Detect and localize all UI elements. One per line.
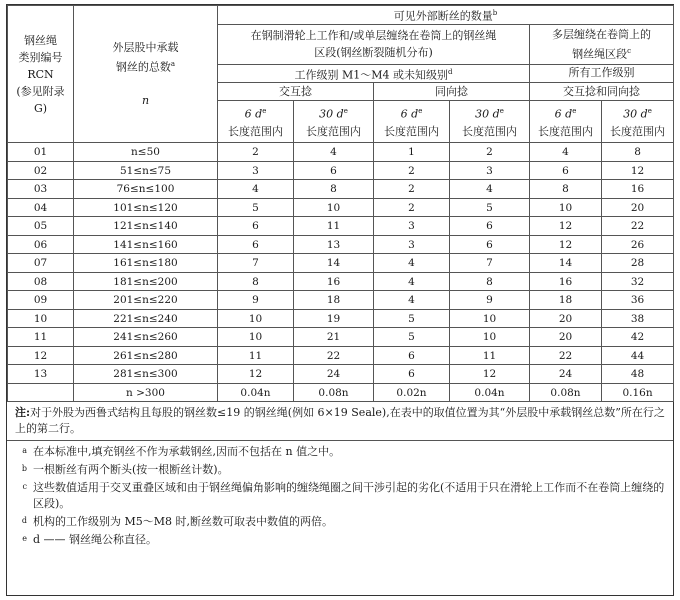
- cell-break-count: 11: [294, 217, 374, 236]
- table-row: [8, 254, 674, 273]
- cell-break-count: 5: [450, 198, 530, 217]
- cell-break-count: 10: [218, 309, 294, 328]
- header-visible-breaks: 可见外部断丝的数量$^b$: [218, 6, 674, 25]
- cell-rcn: 07: [8, 254, 74, 273]
- cell-wire-range: 76≤n≤100: [74, 180, 218, 199]
- cell-break-count: 3: [374, 217, 450, 236]
- cell-break-count: 7: [218, 254, 294, 273]
- cell-break-count: 2: [218, 143, 294, 162]
- cell-wire-range: 241≤n≤260: [74, 328, 218, 347]
- cell-rcn: 04: [8, 198, 74, 217]
- cell-break-count: 22: [294, 346, 374, 365]
- table-row: [8, 272, 674, 291]
- table-row: [8, 143, 674, 162]
- cell-break-count: 0.04n: [218, 383, 294, 402]
- cell-break-count: 6: [450, 235, 530, 254]
- header-len-30d: 30 $d^e$ 长度范围内: [450, 101, 530, 143]
- cell-rcn: 06: [8, 235, 74, 254]
- cell-break-count: 2: [374, 161, 450, 180]
- header-len-6d: 6 $d^e$ 长度范围内: [530, 101, 602, 143]
- cell-break-count: 11: [450, 346, 530, 365]
- cell-break-count: 14: [294, 254, 374, 273]
- cell-break-count: 22: [602, 217, 674, 236]
- cell-break-count: 3: [218, 161, 294, 180]
- cell-break-count: 8: [450, 272, 530, 291]
- cell-wire-range: 141≤n≤160: [74, 235, 218, 254]
- cell-break-count: 44: [602, 346, 674, 365]
- cell-break-count: 36: [602, 291, 674, 310]
- cell-break-count: 4: [374, 291, 450, 310]
- cell-rcn: 11: [8, 328, 74, 347]
- header-lay-both: 交互捻和同向捻: [530, 83, 674, 101]
- cell-break-count: 12: [602, 161, 674, 180]
- cell-wire-range: 281≤n≤300: [74, 365, 218, 384]
- cell-break-count: 4: [450, 180, 530, 199]
- cell-break-count: 20: [602, 198, 674, 217]
- table-row: [8, 346, 674, 365]
- cell-wire-range: n >300: [74, 383, 218, 402]
- cell-break-count: 12: [530, 217, 602, 236]
- cell-break-count: 4: [374, 272, 450, 291]
- cell-break-count: 42: [602, 328, 674, 347]
- header-grade-all: 所有工作级别: [530, 64, 674, 83]
- cell-wire-range: n≤50: [74, 143, 218, 162]
- cell-break-count: 20: [530, 328, 602, 347]
- cell-break-count: 0.02n: [374, 383, 450, 402]
- footnote-text: d —— 钢丝绳公称直径。: [33, 533, 158, 547]
- cell-rcn: 10: [8, 309, 74, 328]
- footnote-mark: a: [22, 446, 27, 456]
- cell-break-count: 24: [294, 365, 374, 384]
- cell-wire-range: 221≤n≤240: [74, 309, 218, 328]
- table-row: [8, 291, 674, 310]
- footnote-item: [15, 514, 665, 530]
- header-len-6d: 6 $d^e$ 长度范围内: [218, 101, 294, 143]
- table-row: [8, 309, 674, 328]
- table-row: [8, 365, 674, 384]
- cell-break-count: 2: [374, 180, 450, 199]
- header-category: 钢丝绳 类别编号 RCN (参见附录 G): [8, 6, 74, 143]
- cell-wire-range: 161≤n≤180: [74, 254, 218, 273]
- cell-rcn: 01: [8, 143, 74, 162]
- cell-break-count: 5: [374, 309, 450, 328]
- table-row: [8, 217, 674, 236]
- cell-break-count: 4: [218, 180, 294, 199]
- cell-break-count: 5: [374, 328, 450, 347]
- cell-break-count: 16: [530, 272, 602, 291]
- header-len-30d: 30 $d^e$ 长度范围内: [602, 101, 674, 143]
- cell-wire-range: 181≤n≤200: [74, 272, 218, 291]
- footnote-item: [15, 532, 665, 548]
- cell-rcn: 03: [8, 180, 74, 199]
- cell-break-count: 0.08n: [530, 383, 602, 402]
- cell-break-count: 6: [450, 217, 530, 236]
- header-len-6d: 6 $d^e$ 长度范围内: [374, 101, 450, 143]
- footnote-text: 在本标准中,填充钢丝不作为承载钢丝,因而不包括在 n 值之中。: [33, 445, 341, 459]
- footnote-mark: c: [22, 482, 27, 492]
- footnote-item: [15, 444, 665, 460]
- header-lay-lang: 同向捻: [374, 83, 530, 101]
- cell-break-count: 3: [450, 161, 530, 180]
- footnote-item: [15, 480, 665, 512]
- table-row: [8, 383, 674, 402]
- table-row: [8, 161, 674, 180]
- footnotes: [15, 444, 665, 548]
- header-section-drum: 多层缠绕在卷筒上的 钢丝绳区段$^c$: [530, 24, 674, 64]
- cell-break-count: 5: [218, 198, 294, 217]
- cell-rcn: 13: [8, 365, 74, 384]
- cell-break-count: 0.08n: [294, 383, 374, 402]
- cell-break-count: 13: [294, 235, 374, 254]
- cell-break-count: 11: [218, 346, 294, 365]
- footnote-mark: d: [21, 516, 27, 526]
- cell-break-count: 6: [374, 365, 450, 384]
- cell-break-count: 16: [294, 272, 374, 291]
- cell-break-count: 2: [374, 198, 450, 217]
- footnote-text: 这些数值适用于交叉重叠区域和由于钢丝绳偏角影响的缠绕绳圈之间干涉引起的劣化(不适用于只在滑轮上工作而不在卷筒上缠绕的区段)。: [33, 481, 665, 511]
- cell-break-count: 48: [602, 365, 674, 384]
- cell-break-count: 7: [450, 254, 530, 273]
- header-len-30d: 30 $d^e$ 长度范围内: [294, 101, 374, 143]
- cell-break-count: 22: [530, 346, 602, 365]
- header-lay-regular: 交互捻: [218, 83, 374, 101]
- cell-break-count: 2: [450, 143, 530, 162]
- cell-break-count: 38: [602, 309, 674, 328]
- cell-break-count: 10: [294, 198, 374, 217]
- cell-rcn: 08: [8, 272, 74, 291]
- notes-section: [7, 402, 673, 548]
- cell-break-count: 8: [218, 272, 294, 291]
- table-row: [8, 180, 674, 199]
- cell-break-count: 18: [294, 291, 374, 310]
- footnote-item: [15, 462, 665, 478]
- cell-break-count: 9: [450, 291, 530, 310]
- cell-break-count: 0.16n: [602, 383, 674, 402]
- table-row: [8, 198, 674, 217]
- table-body: [8, 143, 674, 402]
- cell-break-count: 0.04n: [450, 383, 530, 402]
- cell-break-count: 21: [294, 328, 374, 347]
- cell-break-count: 10: [450, 309, 530, 328]
- header-wire-count: 外层股中承载 钢丝的总数$^a$ n: [74, 6, 218, 143]
- cell-break-count: 12: [530, 235, 602, 254]
- cell-break-count: 20: [530, 309, 602, 328]
- cell-break-count: 6: [374, 346, 450, 365]
- cell-rcn: 02: [8, 161, 74, 180]
- table-row: [8, 235, 674, 254]
- standard-table-page: [6, 4, 674, 596]
- cell-break-count: 4: [374, 254, 450, 273]
- cell-break-count: 10: [450, 328, 530, 347]
- cell-break-count: 32: [602, 272, 674, 291]
- cell-break-count: 4: [530, 143, 602, 162]
- cell-break-count: 3: [374, 235, 450, 254]
- header-section-sheave: 在钢制滑轮上工作和/或单层缠绕在卷筒上的钢丝绳 区段(钢丝断裂随机分布): [218, 24, 530, 64]
- footnote-mark: e: [22, 534, 27, 544]
- cell-rcn: 09: [8, 291, 74, 310]
- cell-break-count: 18: [530, 291, 602, 310]
- cell-break-count: 14: [530, 254, 602, 273]
- header-grade-m1-m4: 工作级别 M1～M4 或未知级别$^d$: [218, 64, 530, 83]
- cell-break-count: 8: [294, 180, 374, 199]
- cell-wire-range: 201≤n≤220: [74, 291, 218, 310]
- cell-break-count: 24: [530, 365, 602, 384]
- cell-break-count: 8: [602, 143, 674, 162]
- cell-break-count: 8: [530, 180, 602, 199]
- cell-break-count: 16: [602, 180, 674, 199]
- cell-rcn: 12: [8, 346, 74, 365]
- wire-break-table: [7, 5, 674, 402]
- cell-break-count: 19: [294, 309, 374, 328]
- cell-break-count: 10: [530, 198, 602, 217]
- cell-wire-range: 51≤n≤75: [74, 161, 218, 180]
- cell-break-count: 1: [374, 143, 450, 162]
- cell-break-count: 28: [602, 254, 674, 273]
- cell-break-count: 6: [530, 161, 602, 180]
- cell-break-count: 10: [218, 328, 294, 347]
- footnote-text: 机构的工作级别为 M5～M8 时,断丝数可取表中数值的两倍。: [33, 515, 334, 529]
- cell-rcn: 05: [8, 217, 74, 236]
- cell-break-count: 9: [218, 291, 294, 310]
- cell-break-count: 6: [294, 161, 374, 180]
- cell-break-count: 26: [602, 235, 674, 254]
- table-row: [8, 328, 674, 347]
- cell-break-count: 6: [218, 217, 294, 236]
- cell-break-count: 12: [450, 365, 530, 384]
- cell-wire-range: 261≤n≤280: [74, 346, 218, 365]
- footnote-text: 一根断丝有两个断头(按一根断丝计数)。: [33, 463, 229, 477]
- table-note: 注:对于外股为西鲁式结构且每股的钢丝数≤19 的钢丝绳(例如 6×19 Seale),在表中的取值位置为其“外层股中承载钢丝总数”所在行之上的第二行。: [7, 405, 673, 441]
- cell-wire-range: 121≤n≤140: [74, 217, 218, 236]
- cell-break-count: 6: [218, 235, 294, 254]
- cell-break-count: 12: [218, 365, 294, 384]
- cell-wire-range: 101≤n≤120: [74, 198, 218, 217]
- cell-break-count: 4: [294, 143, 374, 162]
- cell-rcn: [8, 383, 74, 402]
- footnote-mark: b: [21, 464, 27, 474]
